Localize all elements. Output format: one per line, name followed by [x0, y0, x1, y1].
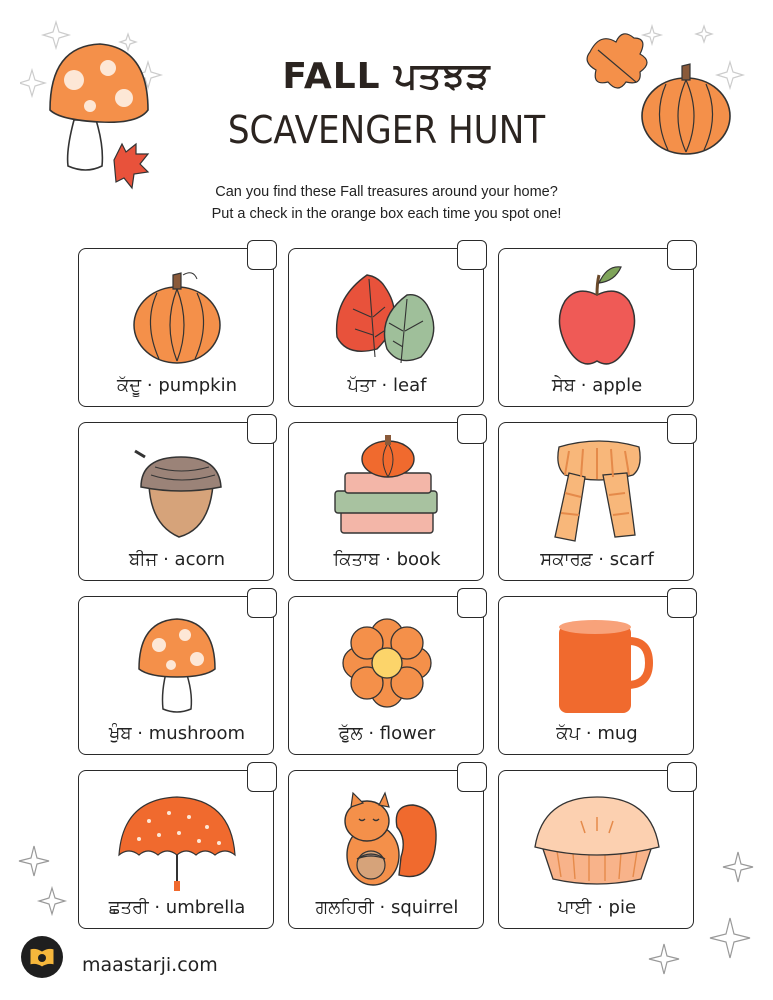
checkbox-mug[interactable]	[667, 588, 697, 618]
instructions	[0, 181, 773, 225]
checkbox-flower[interactable]	[457, 588, 487, 618]
pumpkin-icon	[79, 259, 275, 369]
checkbox-squirrel[interactable]	[457, 762, 487, 792]
checkbox-book[interactable]	[457, 414, 487, 444]
card-pumpkin	[78, 248, 274, 407]
sparkle-decoration-icon	[14, 842, 74, 922]
card-leaf	[288, 248, 484, 407]
checkbox-pumpkin[interactable]	[247, 240, 277, 270]
apple-icon	[499, 259, 695, 369]
flower-icon	[289, 607, 485, 717]
squirrel-icon	[289, 781, 485, 891]
checkbox-scarf[interactable]	[667, 414, 697, 444]
card-label: ਸੇਬ · apple	[551, 375, 643, 396]
acorn-icon	[79, 433, 275, 543]
umbrella-icon	[79, 781, 275, 891]
card-apple	[498, 248, 694, 407]
card-label: ਖੁੰਬ · mushroom	[108, 723, 246, 744]
checkbox-pie[interactable]	[667, 762, 697, 792]
card-squirrel	[288, 770, 484, 929]
checkbox-acorn[interactable]	[247, 414, 277, 444]
card-label: ਬੀਜ · acorn	[128, 549, 225, 570]
card-label: ਫੁੱਲ · flower	[338, 723, 436, 744]
card-label: ਕਿਤਾਬ · book	[333, 549, 441, 570]
instruction-line1: Can you find these Fall treasures around your home?	[215, 184, 558, 200]
card-label: ਛਤਰੀ · umbrella	[108, 897, 246, 918]
card-mushroom	[78, 596, 274, 755]
checkbox-apple[interactable]	[667, 240, 697, 270]
card-label: ਗਲਹਿਰੀ · squirrel	[315, 897, 459, 918]
checkbox-mushroom[interactable]	[247, 588, 277, 618]
card-scarf	[498, 422, 694, 581]
card-label: ਕੱਪ · mug	[556, 723, 638, 744]
instruction-line2: Put a check in the orange box each time you spot one!	[211, 206, 562, 222]
sparkle-decoration-icon	[640, 848, 764, 988]
mushroom-icon	[79, 607, 275, 717]
card-label: ਸਕਾਰਫ਼ · scarf	[540, 549, 654, 570]
card-acorn	[78, 422, 274, 581]
site-link[interactable]: maastarji.com	[82, 954, 218, 976]
leaf-icon	[289, 259, 485, 369]
mushroom-decoration-icon	[20, 20, 170, 190]
mug-icon	[499, 607, 695, 717]
card-label: ਪੱਤਾ · leaf	[347, 375, 427, 396]
book-logo-icon	[21, 936, 63, 978]
card-label: ਕੱਦੂ · pumpkin	[117, 375, 237, 396]
scarf-icon	[499, 433, 695, 543]
page-title-line2: SCAVENGER HUNT	[227, 108, 546, 152]
card-book	[288, 422, 484, 581]
checkbox-umbrella[interactable]	[247, 762, 277, 792]
card-umbrella	[78, 770, 274, 929]
card-label: ਪਾਈ · pie	[557, 897, 637, 918]
checkbox-leaf[interactable]	[457, 240, 487, 270]
book-icon	[289, 433, 485, 543]
card-mug	[498, 596, 694, 755]
page-title-line1: FALL ਪਤਝੜ	[282, 56, 491, 97]
card-flower	[288, 596, 484, 755]
